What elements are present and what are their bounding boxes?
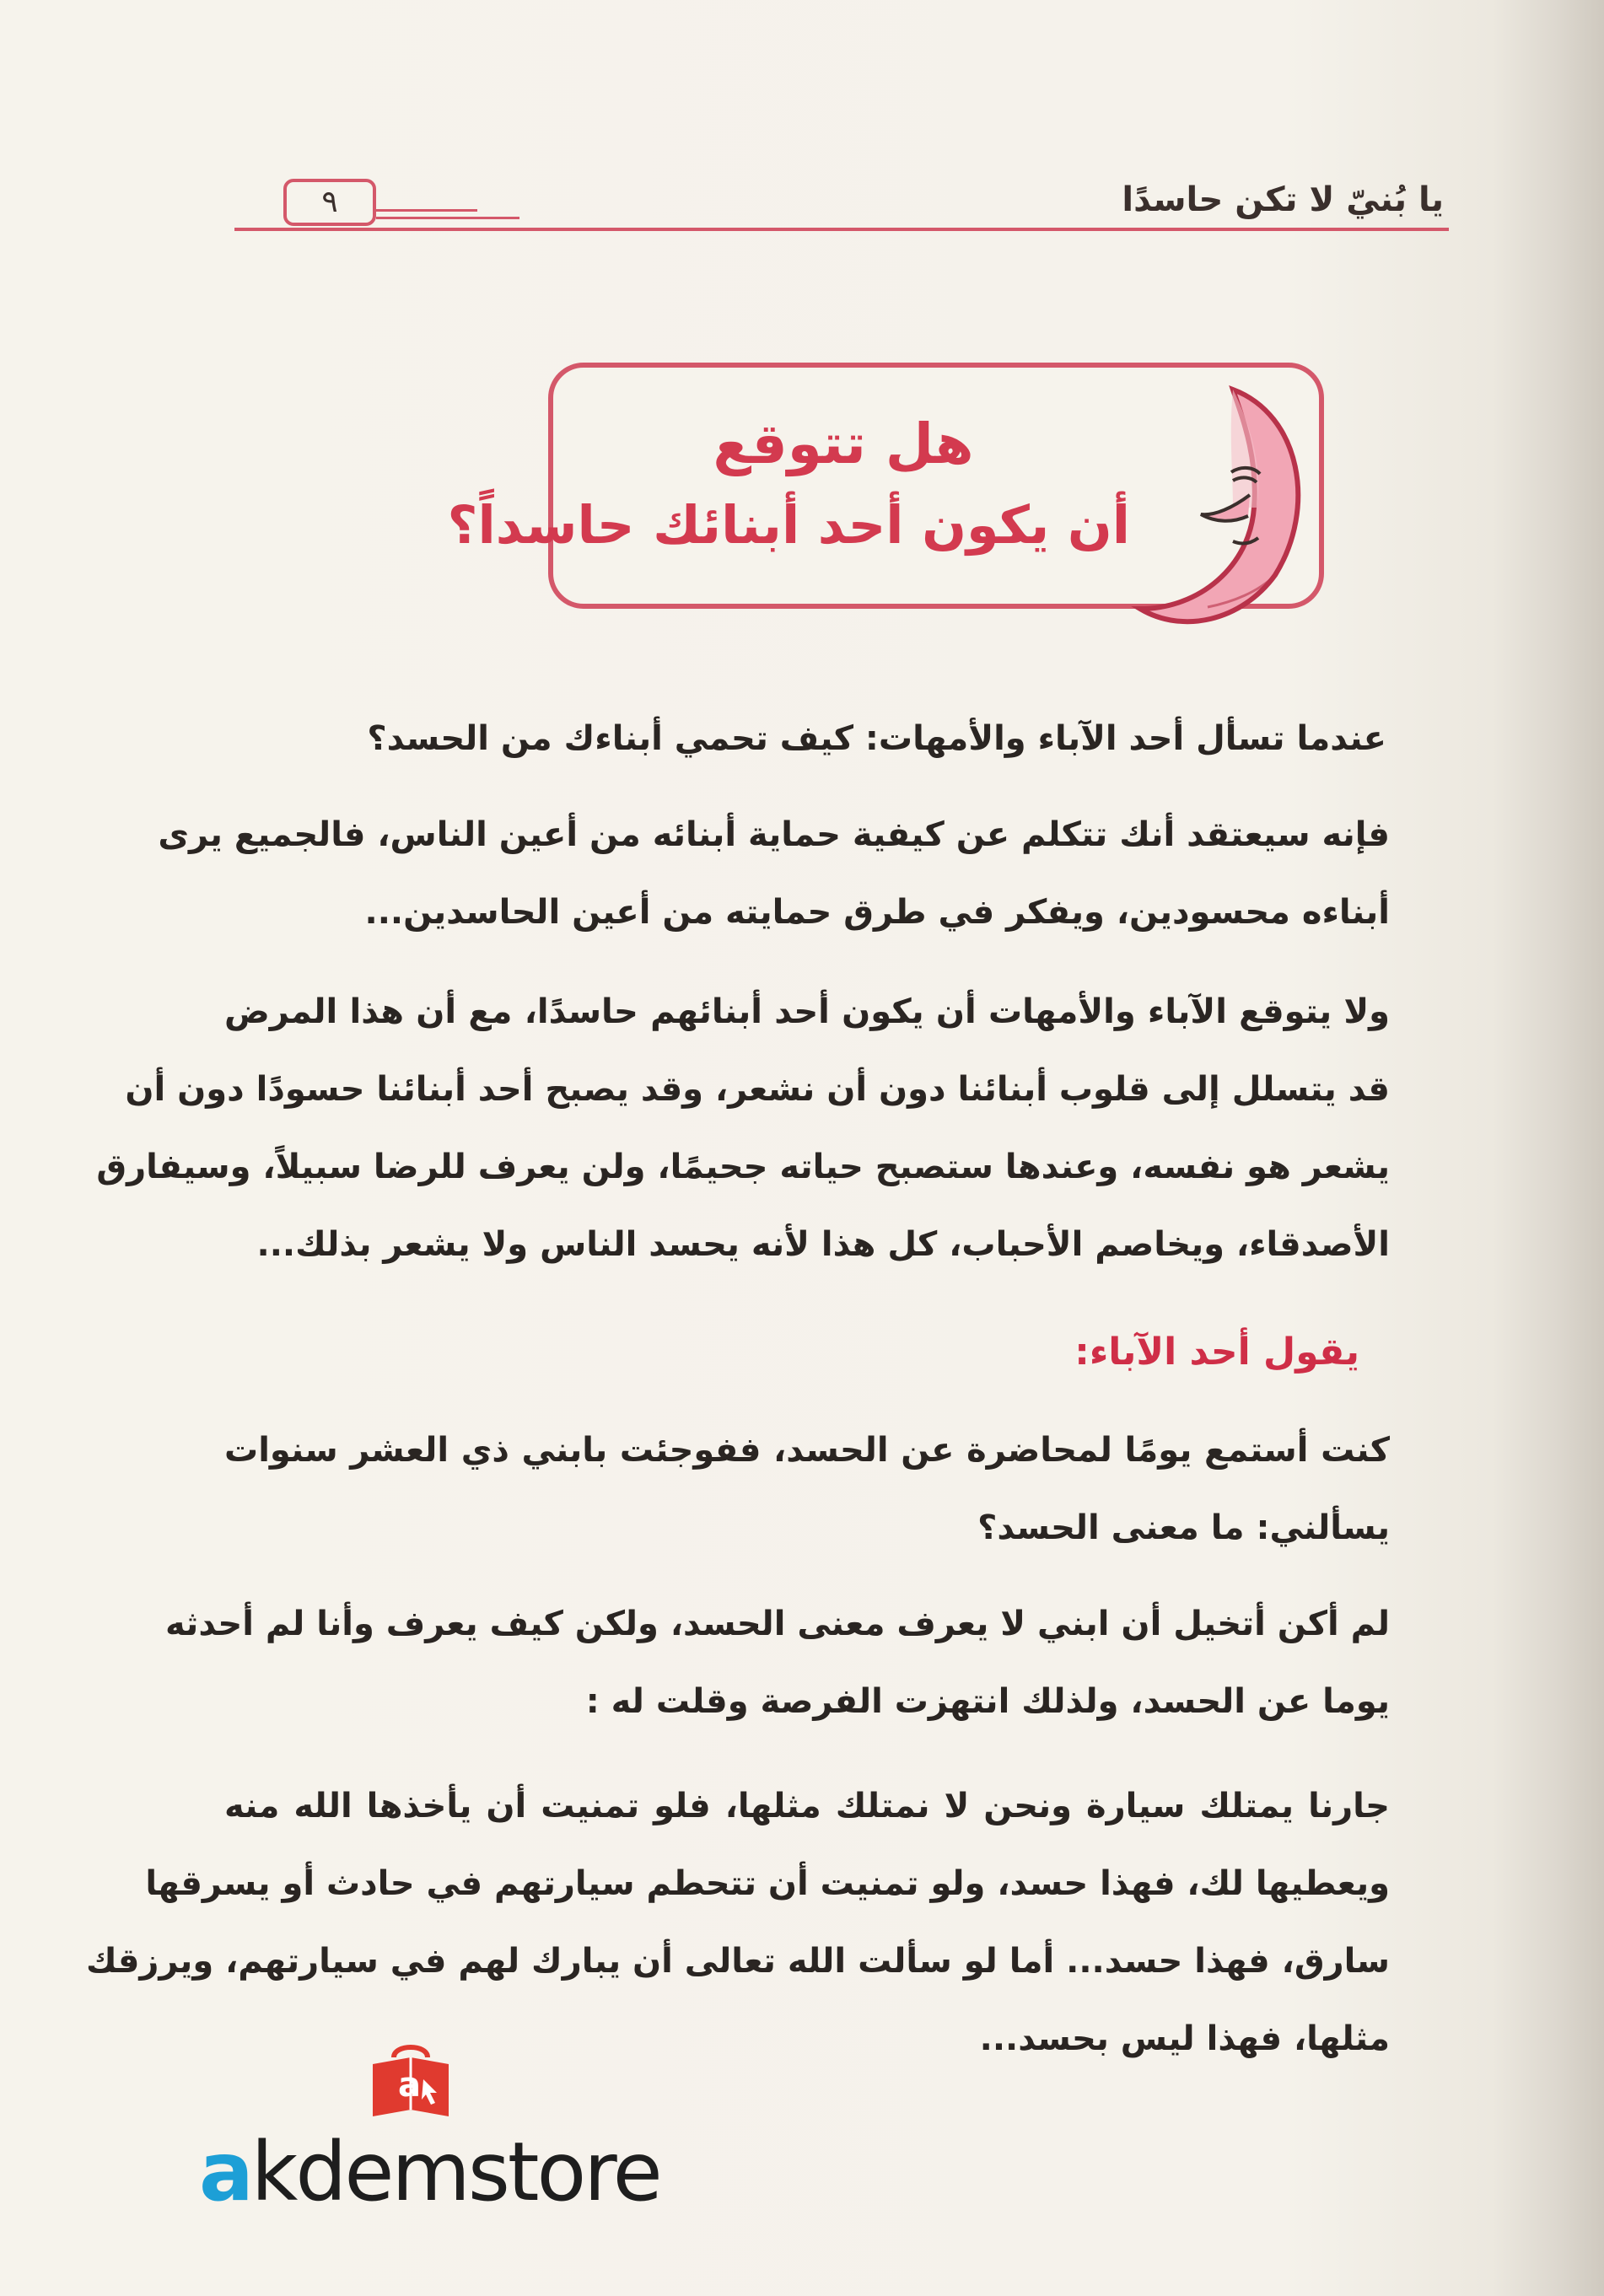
- paragraph-6-line-3: سارق، فهذا حسد... أما لو سألت الله تعالى أن يبارك لهم في سيارتهم، ويرزقك: [85, 1942, 1390, 1981]
- paragraph-6-line-2: ويعطيها لك، فهذا حسد، ولو تمنيت أن تتحطم سيارتهم في حادث أو يسرقها: [145, 1864, 1390, 1903]
- paragraph-2: [158, 796, 1390, 951]
- paragraph-3: [96, 973, 1390, 1283]
- crescent-moon-face-icon: [1106, 381, 1326, 634]
- paragraph-4: [224, 1411, 1390, 1567]
- chapter-title-line-2: أن يكون أحد أبنائك حاسداً؟: [447, 494, 1130, 556]
- paragraph-5: [165, 1585, 1390, 1740]
- paragraph-1: [367, 700, 1386, 777]
- paragraph-6: [85, 1767, 1390, 2078]
- paragraph-1-line-1: عندما تسأل أحد الآباء والأمهات: كيف تحمي أبناءك من الحسد؟: [367, 719, 1386, 758]
- header-rule: [234, 228, 1449, 231]
- paragraph-3-line-1: ولا يتوقع الآباء والأمهات أن يكون أحد أبنائهم حاسدًا، مع أن هذا المرض: [224, 992, 1390, 1031]
- store-book-logo-icon: [364, 2039, 457, 2123]
- watermark-brand-rest: kdemstore: [250, 2125, 660, 2219]
- chapter-title-line-1: هل تتوقع: [713, 411, 974, 476]
- paragraph-3-line-4: الأصدقاء، ويخاصم الأحباب، كل هذا لأنه يحسد الناس ولا يشعر بذلك...: [256, 1225, 1390, 1264]
- header-ornament-lines: [376, 209, 562, 228]
- paragraph-6-line-1: جارنا يمتلك سيارة ونحن لا نمتلك مثلها، فلو تمنيت أن يأخذها الله منه: [224, 1787, 1390, 1826]
- paragraph-2-line-1: فإنه سيعتقد أنك تتكلم عن كيفية حماية أبنائه من أعين الناس، فالجميع يرى: [158, 815, 1390, 854]
- paragraph-3-line-2: قد يتسلل إلى قلوب أبنائنا دون أن نشعر، وقد يصبح أحد أبنائنا حسودًا دون أن: [125, 1070, 1390, 1109]
- paragraph-6-line-4: مثلها، فهذا ليس بحسد...: [979, 2019, 1390, 2058]
- paragraph-5-line-2: يوما عن الحسد، ولذلك انتهزت الفرصة وقلت له :: [585, 1682, 1390, 1721]
- store-watermark-text: [199, 2125, 660, 2219]
- paragraph-2-line-2: أبناءه محسودين، ويفكر في طرق حمايته من أعين الحاسدين...: [364, 893, 1390, 932]
- page-number: ٩: [283, 179, 376, 226]
- paragraph-5-line-1: لم أكن أتخيل أن ابني لا يعرف معنى الحسد، ولكن كيف يعرف وأنا لم أحدثه: [165, 1605, 1390, 1643]
- watermark-letter-a: a: [199, 2125, 251, 2219]
- logo-icon-letter: a: [398, 2066, 421, 2105]
- paragraph-3-line-3: يشعر هو نفسه، وعندها ستصبح حياته جحيمًا، ولن يعرف للرضا سبيلاً، وسيفارق: [96, 1148, 1390, 1186]
- subheading-quote: يقول أحد الآباء:: [1074, 1331, 1359, 1374]
- paragraph-4-line-1: كنت أستمع يومًا لمحاضرة عن الحسد، ففوجئت بابني ذي العشر سنوات: [224, 1431, 1390, 1470]
- running-header-title: يا بُنيّ لا تكن حاسدًا: [1122, 180, 1444, 219]
- paragraph-4-line-2: يسألني: ما معنى الحسد؟: [977, 1508, 1390, 1547]
